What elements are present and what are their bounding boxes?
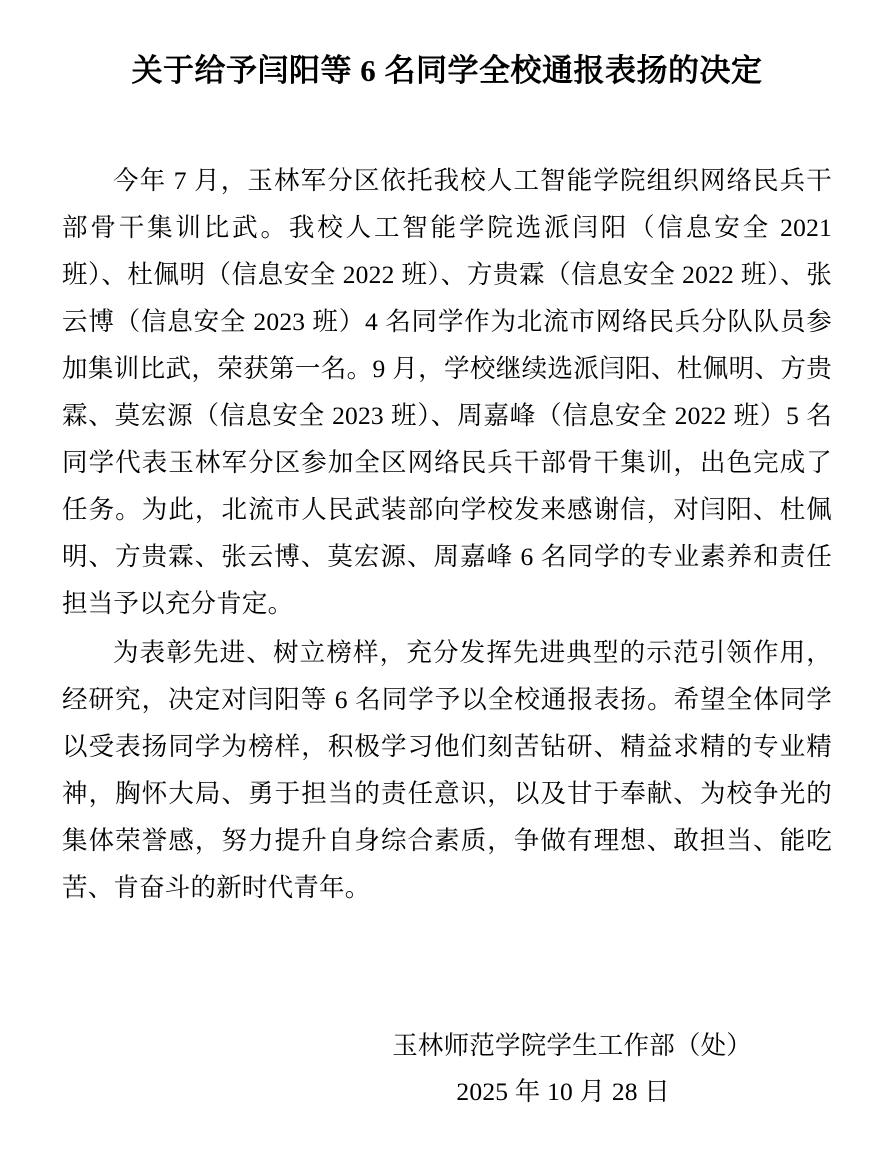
signature-date: 2025 年 10 月 28 日 xyxy=(456,1076,670,1106)
body-paragraph-2: 为表彰先进、树立榜样，充分发挥先进典型的示范引领作用，经研究，决定对闫阳等 6 名同学予以全校通报表扬。希望全体同学以受表扬同学为榜样，积极学习他们刻苦钻研、精益求精的专业精神，胸怀大局、勇于担当的责任意识，以及甘于奉献、为校争光的集体荣誉感，努力提升自身综合素质，争做有理想、敢担当、能吃苦、肯奋斗的新时代青年。 xyxy=(62,637,832,902)
signature-block xyxy=(62,1023,832,1115)
document-body xyxy=(62,157,832,911)
page-title: 关于给予闫阳等 6 名同学全校通报表扬的决定 xyxy=(131,53,763,88)
body-paragraph-1: 今年 7 月，玉林军分区依托我校人工智能学院组织网络民兵干部骨干集训比武。我校人工智能学院选派闫阳（信息安全 2021 班）、杜佩明（信息安全 2022 班）、方贵霖（信息安全 2022 班）、张云博（信息安全 2023 班）4 名同学作为北流市网络民兵分队队员参加集训比武，荣获第一名。9 月，学校继续选派闫阳、杜佩明、方贵霖、莫宏源（信息安全 2023 班）、周嘉峰（信息安全 2022 班）5 名同学代表玉林军分区参加全区网络民兵干部骨干集训，出色完成了任务。为此，北流市人民武装部向学校发来感谢信，对闫阳、杜佩明、方贵霖、张云博、莫宏源、周嘉峰 6 名同学的专业素养和责任担当予以充分肯定。 xyxy=(62,165,832,618)
signature-organization: 玉林师范学院学生工作部（处） xyxy=(392,1030,752,1060)
